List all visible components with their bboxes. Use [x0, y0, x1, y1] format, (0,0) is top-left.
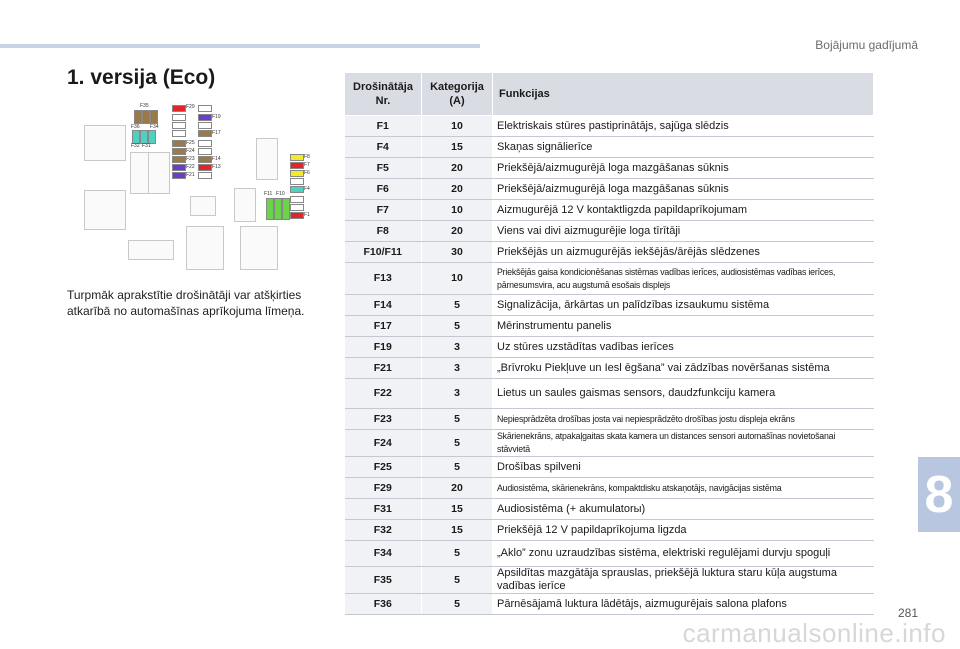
table-row [345, 221, 874, 242]
table-row [345, 137, 874, 158]
diagram-block [234, 188, 256, 222]
fuse-label: F34 [150, 124, 159, 130]
function-cell: Priekšējā 12 V papildaprīkojuma ligzda [493, 520, 874, 541]
fuse-f14 [198, 156, 212, 163]
fuse-f17 [198, 130, 212, 137]
section-title: Bojājumu gadījumā [815, 38, 918, 52]
function-cell: Nepiesprādzēta drošības josta vai nepiesprādzēto drošības jostu displeja ekrāns [493, 409, 874, 430]
fuse-label: F6 [304, 170, 310, 176]
function-cell: Priekšējā/aizmugurējā loga mazgāšanas sūknis [493, 158, 874, 179]
function-cell: Apsildītas mazgātāja sprauslas, priekšējā luktura staru kūļa augstuma vadības ierīce [493, 567, 874, 594]
table-row [345, 499, 874, 520]
fuse-f19 [198, 114, 212, 121]
fuse-label: F4 [304, 186, 310, 192]
fuse-label: F29 [186, 104, 195, 110]
category-cell: 5 [422, 594, 493, 615]
fuse-table [344, 72, 874, 615]
col-header-fuse-no: Drošinātāja Nr. [345, 73, 422, 116]
function-cell: Skārienekrāns, atpakaļgaitas skata kamera un distances sensori automašīnas novietošanai stāvvietā [493, 430, 874, 457]
fuse-slot [198, 105, 212, 112]
category-cell: 3 [422, 337, 493, 358]
category-cell: 5 [422, 457, 493, 478]
fuse-f23 [172, 156, 186, 163]
fuse-slot [290, 178, 304, 185]
fuse-number-cell: F17 [345, 316, 422, 337]
diagram-block [240, 226, 278, 270]
fuse-f36 [132, 130, 140, 144]
fuse-label: F25 [186, 140, 195, 146]
table-header-row [345, 73, 874, 116]
table-row [345, 263, 874, 295]
fuse-number-cell: F6 [345, 179, 422, 200]
caption-note: Turpmāk aprakstītie drošinātāji var atšķirties atkarībā no automašīnas aprīkojuma līmeņa. [67, 288, 305, 318]
fuse-f25 [172, 140, 186, 147]
fuse-f29 [172, 105, 186, 112]
fuse-f22 [172, 164, 186, 171]
fuse-number-cell: F4 [345, 137, 422, 158]
fuse-number-cell: F23 [345, 409, 422, 430]
category-cell: 5 [422, 409, 493, 430]
category-cell: 15 [422, 499, 493, 520]
fuse-label: F11 [264, 191, 273, 197]
fuse-slot [198, 122, 212, 129]
function-cell: Aizmugurējā 12 V kontaktligzda papildaprīkojumam [493, 200, 874, 221]
function-cell: Skaņas signālierīce [493, 137, 874, 158]
category-cell: 10 [422, 200, 493, 221]
fuse-table-body [345, 116, 874, 615]
fuse-number-cell: F29 [345, 478, 422, 499]
table-row [345, 200, 874, 221]
fuse-f4 [290, 186, 304, 193]
function-cell: „Aklo” zonu uzraudzības sistēma, elektriski regulējami durvju spoguļi [493, 541, 874, 567]
category-cell: 30 [422, 242, 493, 263]
fuse-label: F1 [304, 212, 310, 218]
category-cell: 15 [422, 520, 493, 541]
fuse-number-cell: F21 [345, 358, 422, 379]
fuse-f6 [290, 170, 304, 177]
table-row [345, 116, 874, 137]
fuse-label: F17 [212, 130, 221, 136]
category-cell: 5 [422, 541, 493, 567]
function-cell: Drošības spilveni [493, 457, 874, 478]
fuse-number-cell: F31 [345, 499, 422, 520]
function-cell: Viens vai divi aizmugurējie loga tīrītāji [493, 221, 874, 242]
fuse-number-cell: F10/F11 [345, 242, 422, 263]
table-row [345, 430, 874, 457]
fuse-number-cell: F1 [345, 116, 422, 137]
fuse-f11 [266, 198, 274, 220]
fuse-slot [198, 172, 212, 179]
diagram-block [128, 240, 174, 260]
category-cell: 20 [422, 158, 493, 179]
page-title: 1. versija (Eco) [67, 66, 216, 89]
category-cell: 15 [422, 137, 493, 158]
fuse-slot [290, 196, 304, 203]
category-cell: 10 [422, 116, 493, 137]
fuse-f7 [290, 162, 304, 169]
table-row [345, 358, 874, 379]
fuse-slot [198, 140, 212, 147]
fuse-label: F24 [186, 148, 195, 154]
table-row [345, 520, 874, 541]
fuse-f21 [172, 172, 186, 179]
fuse-slot [172, 122, 186, 129]
table-row [345, 541, 874, 567]
table-row [345, 594, 874, 615]
fuse-f24 [172, 148, 186, 155]
fuse-number-cell: F25 [345, 457, 422, 478]
header-accent-bar [0, 44, 480, 48]
table-row [345, 158, 874, 179]
category-cell: 3 [422, 379, 493, 409]
function-cell: Mērinstrumentu panelis [493, 316, 874, 337]
fuse-number-cell: F13 [345, 263, 422, 295]
fuse-label: F8 [304, 154, 310, 160]
fuse-number-cell: F8 [345, 221, 422, 242]
fuse-label: F21 [186, 172, 195, 178]
fuse-label: F14 [212, 156, 221, 162]
table-row [345, 316, 874, 337]
fuse-label: F10 [276, 191, 285, 197]
fuse [150, 110, 158, 124]
fuse-number-cell: F36 [345, 594, 422, 615]
table-row [345, 379, 874, 409]
fuse-f13 [198, 164, 212, 171]
category-cell: 20 [422, 478, 493, 499]
table-row [345, 457, 874, 478]
function-cell: Priekšējās gaisa kondicionēšanas sistēmas vadības ierīces, audiosistēmas vadības ierīces, pārnesumsvira, acu augstumā esošais displejs [493, 263, 874, 295]
fuse-number-cell: F19 [345, 337, 422, 358]
fuse-label: F19 [212, 114, 221, 120]
fuse-number-cell: F22 [345, 379, 422, 409]
fuse-number-cell: F14 [345, 295, 422, 316]
category-cell: 5 [422, 430, 493, 457]
fuse-slot [282, 198, 290, 220]
fuse-label: F31 [142, 143, 151, 149]
fuse-number-cell: F24 [345, 430, 422, 457]
fuse-slot [290, 204, 304, 211]
chapter-tab [918, 457, 960, 532]
function-cell: Signalizācija, ārkārtas un palīdzības izsaukumu sistēma [493, 295, 874, 316]
table-row [345, 242, 874, 263]
diagram-block [186, 226, 224, 270]
category-cell: 5 [422, 316, 493, 337]
fuse-number-cell: F35 [345, 567, 422, 594]
watermark: carmanualsonline.info [682, 618, 946, 648]
fuse [142, 110, 150, 124]
category-cell: 20 [422, 179, 493, 200]
table-row [345, 567, 874, 594]
diagram-block [148, 152, 170, 194]
fuse-number-cell: F32 [345, 520, 422, 541]
fuse-slot [172, 114, 186, 121]
fuse-label: F36 [131, 124, 140, 130]
fuse-f8 [290, 154, 304, 161]
diagram-block [190, 196, 216, 216]
fuse-f1 [290, 212, 304, 219]
function-cell: Uz stūres uzstādītas vadības ierīces [493, 337, 874, 358]
fuse-number-cell: F5 [345, 158, 422, 179]
fuse-number-cell: F7 [345, 200, 422, 221]
function-cell: Audiosistēma, skārienekrāns, kompaktdisku atskaņotājs, navigācijas sistēma [493, 478, 874, 499]
fuse-number-cell: F34 [345, 541, 422, 567]
fuse-box-diagram [80, 100, 320, 270]
function-cell: „Brīvroku Piekļuve un Iesl ēgšana” vai zādzības novēršanas sistēma [493, 358, 874, 379]
category-cell: 20 [422, 221, 493, 242]
fuse-slot [198, 148, 212, 155]
function-cell: Audiosistēma (+ akumulatorы) [493, 499, 874, 520]
category-cell: 5 [422, 295, 493, 316]
function-cell: Priekšējās un aizmugurējās iekšējās/ārējās slēdzenes [493, 242, 874, 263]
fuse-f35 [134, 110, 142, 124]
table-row [345, 337, 874, 358]
diagram-block [256, 138, 278, 180]
fuse-label: F7 [304, 162, 310, 168]
function-cell: Lietus un saules gaismas sensors, daudzfunkciju kamera [493, 379, 874, 409]
fuse-f10 [274, 198, 282, 220]
fuse-f32 [140, 130, 148, 144]
function-cell: Elektriskais stūres pastiprinātājs, sajūga slēdzis [493, 116, 874, 137]
col-header-functions: Funkcijas [493, 73, 874, 116]
function-cell: Pārnēsājamā luktura lādētājs, aizmugurējais salona plafons [493, 594, 874, 615]
chapter-number: 8 [924, 466, 954, 524]
col-header-category: Kategorija (A) [422, 73, 493, 116]
fuse-label: F23 [186, 156, 195, 162]
table-row [345, 295, 874, 316]
diagram-block [84, 125, 126, 161]
category-cell: 10 [422, 263, 493, 295]
fuse-label: F32 [131, 143, 140, 149]
table-row [345, 478, 874, 499]
fuse-label: F22 [186, 164, 195, 170]
category-cell: 5 [422, 567, 493, 594]
diagram-block [84, 190, 126, 230]
fuse-f31 [148, 130, 156, 144]
fuse-slot [172, 130, 186, 137]
page-number: 281 [897, 606, 918, 620]
fuse-label: F35 [140, 103, 149, 109]
category-cell: 3 [422, 358, 493, 379]
fuse-label: F13 [212, 164, 221, 170]
table-row [345, 179, 874, 200]
table-row [345, 409, 874, 430]
function-cell: Priekšējā/aizmugurējā loga mazgāšanas sūknis [493, 179, 874, 200]
